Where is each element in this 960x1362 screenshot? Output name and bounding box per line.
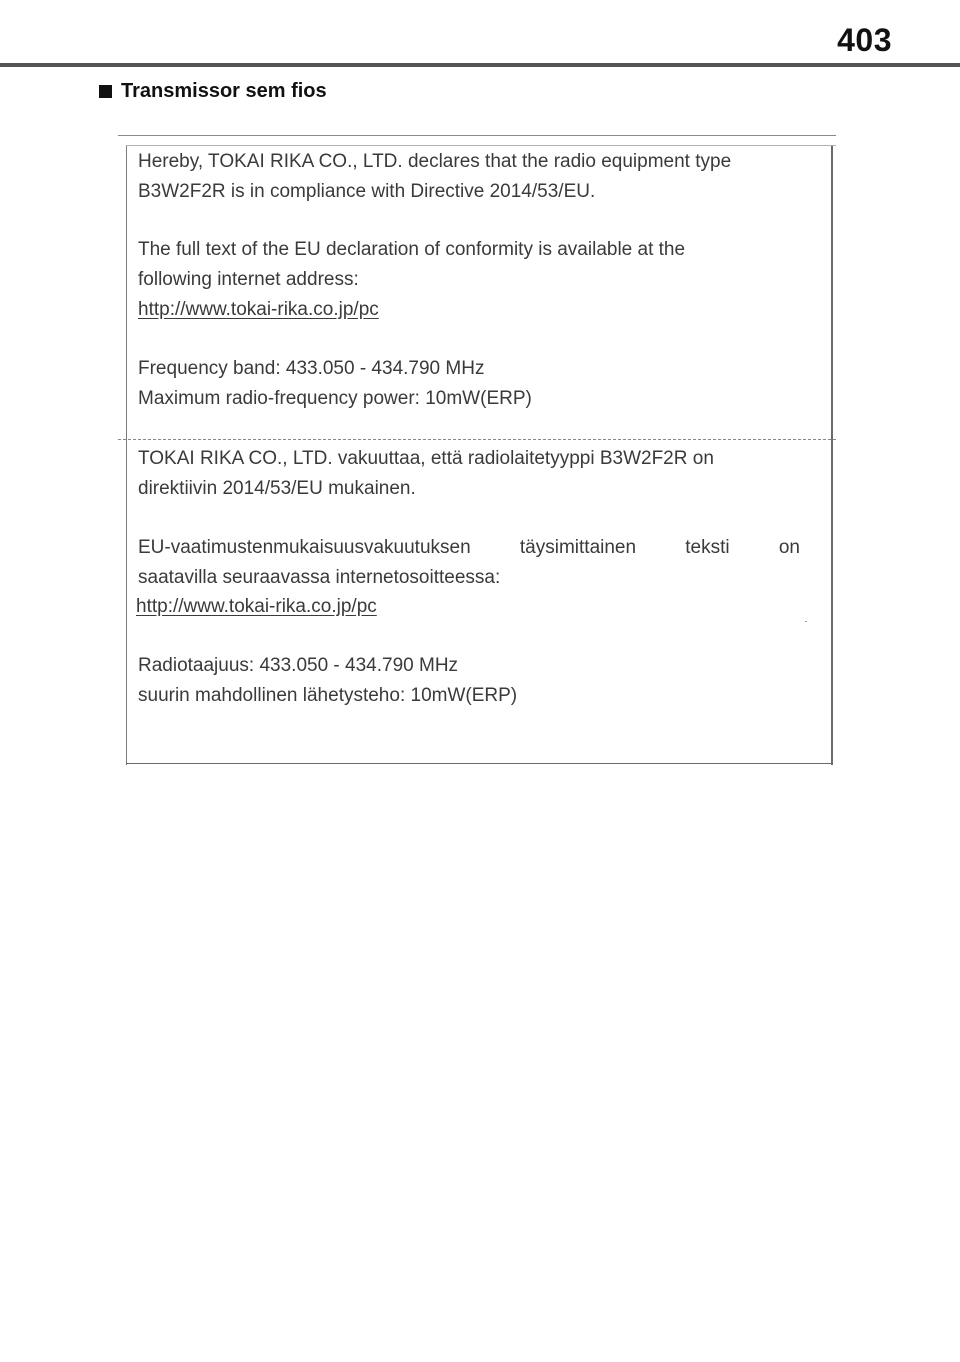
scan-right-border xyxy=(831,146,833,765)
fi-frequency: Radiotaajuus: 433.050 - 434.790 MHz xyxy=(138,655,459,676)
section-heading-text: Transmissor sem fios xyxy=(121,80,327,102)
en-line-4: following internet address: xyxy=(138,269,359,290)
fi-line-3 xyxy=(138,533,800,562)
square-bullet-icon xyxy=(99,85,112,98)
language-divider xyxy=(118,439,836,440)
fi-line-4: saatavilla seuraavassa internetosoitteessa: xyxy=(138,567,501,588)
header-rule xyxy=(0,63,960,67)
en-line-2: B3W2F2R is in compliance with Directive 2014/53/EU. xyxy=(138,181,596,202)
scan-inner-top-border xyxy=(126,145,836,146)
scan-top-border xyxy=(118,135,836,136)
en-line-3: The full text of the EU declaration of conformity is available at the xyxy=(138,239,686,260)
fi-url-link[interactable]: http://www.tokai-rika.co.jp/pc xyxy=(136,596,377,617)
fi-line-3-word: EU-vaatimustenmukaisuusvakuutuksen xyxy=(138,537,471,558)
scan-artifact xyxy=(805,621,807,622)
fi-power: suurin mahdollinen lähetysteho: 10mW(ERP) xyxy=(138,685,518,706)
en-line-1: Hereby, TOKAI RIKA CO., LTD. declares that the radio equipment type xyxy=(138,151,732,172)
scan-left-border xyxy=(126,146,127,765)
en-frequency: Frequency band: 433.050 - 434.790 MHz xyxy=(138,358,485,379)
section-heading xyxy=(99,80,327,103)
en-power: Maximum radio-frequency power: 10mW(ERP) xyxy=(138,388,532,409)
fi-line-3-word: teksti xyxy=(685,537,730,558)
en-url-link[interactable]: http://www.tokai-rika.co.jp/pc xyxy=(138,299,379,320)
fi-line-1: TOKAI RIKA CO., LTD. vakuuttaa, että radiolaitetyyppi B3W2F2R on xyxy=(138,448,714,469)
declaration-scan xyxy=(118,135,836,765)
page-number: 403 xyxy=(837,22,892,58)
fi-line-2: direktiivin 2014/53/EU mukainen. xyxy=(138,478,416,499)
scan-bottom-border xyxy=(126,763,833,764)
fi-line-3-word: on xyxy=(778,537,800,558)
fi-line-3-word: täysimittainen xyxy=(519,537,637,558)
